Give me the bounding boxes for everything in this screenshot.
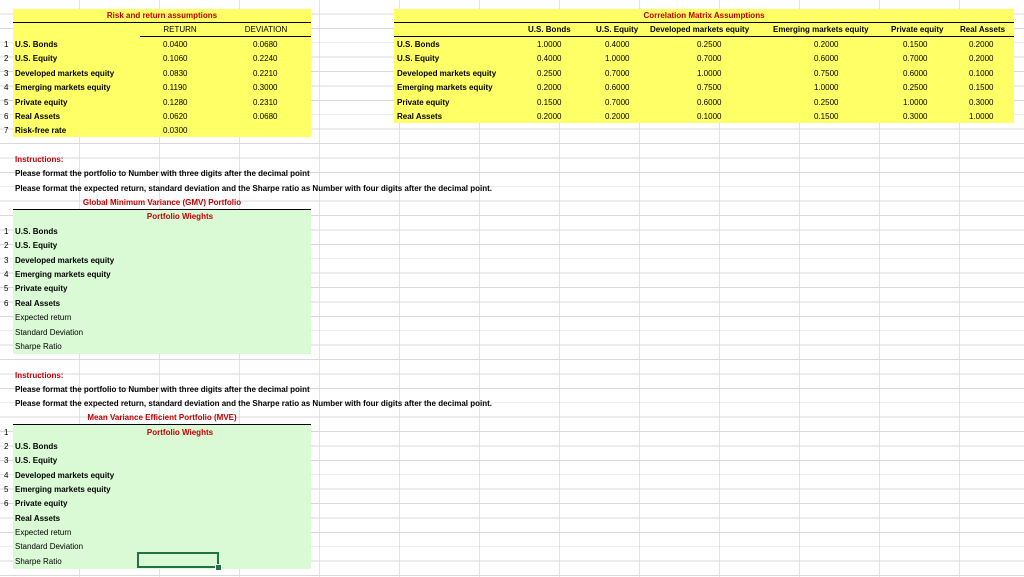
corr-cell[interactable]: 0.6000: [605, 83, 630, 92]
corr-cell[interactable]: 1.0000: [969, 112, 994, 121]
corr-cell[interactable]: 0.6000: [814, 54, 839, 63]
return-value[interactable]: 0.0300: [163, 126, 188, 135]
corr-cell[interactable]: 0.2500: [537, 69, 562, 78]
instructions-line[interactable]: Please format the expected return, standard deviation and the Sharpe ratio as Number with four digits after the decimal point.: [15, 399, 492, 408]
corr-cell[interactable]: 0.7000: [903, 54, 928, 63]
corr-row-label[interactable]: Private equity: [397, 98, 450, 107]
correlation-header-underline: [394, 36, 1014, 37]
return-value[interactable]: 0.1060: [163, 54, 188, 63]
gmv-metric-label[interactable]: Expected return: [15, 313, 72, 322]
risk-return-header-underline: [140, 36, 311, 37]
row-number: 6: [4, 499, 9, 508]
deviation-value[interactable]: 0.2210: [253, 69, 278, 78]
row-number: 1: [4, 428, 9, 437]
corr-col-header[interactable]: U.S. Equity: [596, 25, 639, 34]
asset-label[interactable]: Emerging markets equity: [15, 83, 111, 92]
gmv-asset-label[interactable]: U.S. Bonds: [15, 227, 58, 236]
corr-cell[interactable]: 1.0000: [814, 83, 839, 92]
mve-metric-label[interactable]: Expected return: [15, 528, 72, 537]
row-number: 2: [4, 442, 9, 451]
corr-cell[interactable]: 0.4000: [605, 40, 630, 49]
gmv-asset-label[interactable]: Developed markets equity: [15, 256, 115, 265]
correlation-title[interactable]: Correlation Matrix Assumptions: [643, 11, 765, 20]
mve-subtitle[interactable]: Portfolio Wieghts: [146, 428, 214, 437]
corr-col-header[interactable]: Private equity: [891, 25, 944, 34]
mve-asset-label[interactable]: U.S. Bonds: [15, 442, 58, 451]
asset-label[interactable]: U.S. Equity: [15, 54, 58, 63]
deviation-value[interactable]: 0.0680: [253, 112, 278, 121]
deviation-value[interactable]: 0.3000: [253, 83, 278, 92]
corr-cell[interactable]: 0.3000: [903, 112, 928, 121]
selected-cell[interactable]: [137, 552, 219, 568]
row-number: 1: [4, 40, 9, 49]
corr-cell[interactable]: 0.1500: [537, 98, 562, 107]
row-number: 4: [4, 83, 9, 92]
risk-return-title[interactable]: Risk and return assumptions: [106, 11, 218, 20]
corr-col-header[interactable]: Emerging markets equity: [773, 25, 869, 34]
row-number: 1: [4, 227, 9, 236]
corr-cell[interactable]: 0.1000: [969, 69, 994, 78]
corr-cell[interactable]: 0.7000: [697, 54, 722, 63]
instructions-heading[interactable]: Instructions:: [15, 155, 64, 164]
corr-cell[interactable]: 0.6000: [697, 98, 722, 107]
mve-metric-label[interactable]: Sharpe Ratio: [15, 557, 62, 566]
return-value[interactable]: 0.1190: [163, 83, 187, 92]
corr-col-header[interactable]: Developed markets equity: [650, 25, 750, 34]
instructions-line[interactable]: Please format the expected return, standard deviation and the Sharpe ratio as Number with four digits after the decimal point.: [15, 184, 492, 193]
corr-cell[interactable]: 0.2500: [814, 98, 839, 107]
return-value[interactable]: 0.0400: [163, 40, 188, 49]
row-number: 3: [4, 69, 9, 78]
asset-label[interactable]: Developed markets equity: [15, 69, 115, 78]
corr-row-label[interactable]: Developed markets equity: [397, 69, 497, 78]
mve-asset-label[interactable]: U.S. Equity: [15, 456, 58, 465]
mve-asset-label[interactable]: Private equity: [15, 499, 68, 508]
col-header-deviation[interactable]: DEVIATION: [244, 25, 288, 34]
deviation-value[interactable]: 0.2240: [253, 54, 278, 63]
instructions-line[interactable]: Please format the portfolio to Number with three digits after the decimal point: [15, 169, 310, 178]
corr-row-label[interactable]: Real Assets: [397, 112, 443, 121]
corr-cell[interactable]: 1.0000: [903, 98, 928, 107]
gmv-asset-label[interactable]: Real Assets: [15, 299, 61, 308]
asset-label[interactable]: Real Assets: [15, 112, 61, 121]
corr-row-label[interactable]: U.S. Equity: [397, 54, 440, 63]
row-number: 5: [4, 98, 9, 107]
mve-title[interactable]: Mean Variance Efficient Portfolio (MVE): [87, 413, 237, 422]
corr-cell[interactable]: 0.7500: [814, 69, 839, 78]
gmv-asset-label[interactable]: Private equity: [15, 284, 68, 293]
corr-row-label[interactable]: U.S. Bonds: [397, 40, 440, 49]
corr-cell[interactable]: 0.2000: [537, 83, 562, 92]
corr-cell[interactable]: 0.2000: [537, 112, 562, 121]
row-number: 7: [4, 126, 9, 135]
mve-asset-label[interactable]: Developed markets equity: [15, 471, 115, 480]
asset-label[interactable]: Private equity: [15, 98, 68, 107]
corr-cell[interactable]: 0.1000: [697, 112, 722, 121]
deviation-value[interactable]: 0.0680: [253, 40, 278, 49]
corr-cell[interactable]: 0.2000: [969, 54, 994, 63]
gmv-title[interactable]: Global Minimum Variance (GMV) Portfolio: [82, 198, 242, 207]
instructions-line[interactable]: Please format the portfolio to Number with three digits after the decimal point: [15, 385, 310, 394]
asset-label[interactable]: U.S. Bonds: [15, 40, 58, 49]
row-number: 2: [4, 54, 9, 63]
col-header-return[interactable]: RETURN: [163, 25, 197, 34]
corr-cell[interactable]: 0.7500: [697, 83, 722, 92]
corr-cell[interactable]: 0.7000: [605, 98, 630, 107]
mve-metric-label[interactable]: Standard Deviation: [15, 542, 84, 551]
return-value[interactable]: 0.0830: [163, 69, 188, 78]
row-number: 5: [4, 485, 9, 494]
corr-cell[interactable]: 1.0000: [537, 40, 562, 49]
mve-asset-label[interactable]: Emerging markets equity: [15, 485, 111, 494]
corr-cell[interactable]: 0.1500: [814, 112, 839, 121]
corr-col-header[interactable]: U.S. Bonds: [528, 25, 571, 34]
instructions-heading[interactable]: Instructions:: [15, 371, 64, 380]
return-value[interactable]: 0.1280: [163, 98, 188, 107]
corr-cell[interactable]: 0.2000: [969, 40, 994, 49]
gmv-metric-label[interactable]: Sharpe Ratio: [15, 342, 62, 351]
row-number: 6: [4, 112, 9, 121]
gmv-subtitle[interactable]: Portfolio Wieghts: [146, 212, 214, 221]
row-number: 2: [4, 241, 9, 250]
corr-cell[interactable]: 1.0000: [697, 69, 722, 78]
gmv-asset-label[interactable]: Emerging markets equity: [15, 270, 111, 279]
corr-cell[interactable]: 0.2000: [605, 112, 630, 121]
corr-cell[interactable]: 0.2500: [697, 40, 722, 49]
corr-cell[interactable]: 0.2500: [903, 83, 928, 92]
deviation-value[interactable]: 0.2310: [253, 98, 278, 107]
return-value[interactable]: 0.0620: [163, 112, 188, 121]
gmv-asset-label[interactable]: U.S. Equity: [15, 241, 58, 250]
corr-cell[interactable]: 0.6000: [903, 69, 928, 78]
mve-asset-label[interactable]: Real Assets: [15, 514, 61, 523]
corr-cell[interactable]: 0.1500: [903, 40, 928, 49]
corr-cell[interactable]: 0.4000: [537, 54, 562, 63]
corr-row-label[interactable]: Emerging markets equity: [397, 83, 493, 92]
corr-cell[interactable]: 0.3000: [969, 98, 994, 107]
corr-cell[interactable]: 0.1500: [969, 83, 994, 92]
row-number: 5: [4, 284, 9, 293]
corr-col-header[interactable]: Real Assets: [960, 25, 1006, 34]
gmv-metric-label[interactable]: Standard Deviation: [15, 328, 84, 337]
row-number: 3: [4, 456, 9, 465]
asset-label[interactable]: Risk-free rate: [15, 126, 67, 135]
corr-cell[interactable]: 0.2000: [814, 40, 839, 49]
row-number: 6: [4, 299, 9, 308]
fill-handle[interactable]: [215, 564, 222, 571]
row-number: 4: [4, 471, 9, 480]
row-number: 3: [4, 256, 9, 265]
corr-cell[interactable]: 0.7000: [605, 69, 630, 78]
row-number: 4: [4, 270, 9, 279]
corr-cell[interactable]: 1.0000: [605, 54, 630, 63]
